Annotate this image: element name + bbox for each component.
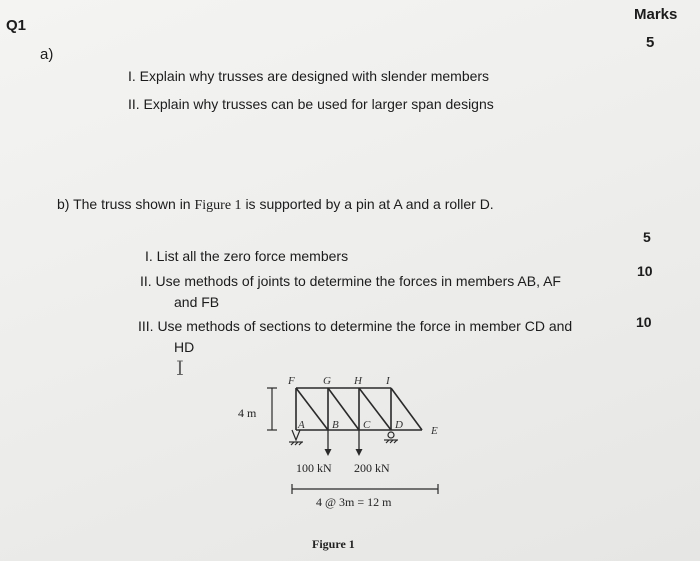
node-i: I [386,375,390,387]
node-g: G [323,375,331,387]
part-b-figure-ref: Figure 1 [194,198,242,213]
part-b-label: b) [57,196,70,212]
load-label-2: 200 kN [354,461,390,475]
part-b-item-3-marks: 10 [636,314,652,330]
part-b-intro-text-1: The truss shown in [73,196,191,212]
load-label-1: 100 kN [296,461,332,475]
pin-support-a [289,430,303,445]
node-c: C [363,419,371,431]
part-a-item-2: II. Explain why trusses can be used for larger span designs [128,96,494,112]
part-b-item-1: I. List all the zero force members [145,248,349,264]
node-a: A [298,419,305,431]
node-b: B [332,419,339,431]
part-b-item-2-marks: 10 [637,263,653,279]
height-dimension [267,388,277,430]
figure-caption: Figure 1 [312,537,355,551]
part-a-item-1: I. Explain why trusses are designed with slender members [128,68,490,84]
part-a-marks: 5 [646,34,655,51]
span-dimension [292,484,438,494]
node-h: H [354,375,362,387]
part-b-item-3-line-1: III. Use methods of sections to determine the force in member CD and [138,318,573,334]
truss-figure [226,368,466,558]
text-cursor-icon: I [176,356,184,380]
part-b-item-3-line-2: HD [174,339,195,355]
part-b-intro [57,196,494,214]
node-f: F [288,375,295,387]
part-b-intro-text-2: is supported by a pin at A and a roller D. [245,196,494,212]
height-label: 4 m [238,406,257,420]
part-b-item-2-line-1: II. Use methods of joints to determine the forces in members AB, AF [140,273,561,289]
part-a-label: a) [40,46,54,63]
node-d: D [395,419,403,431]
roller-support-d [384,432,398,443]
node-e: E [431,425,438,437]
truss-members [296,388,422,430]
question-label: Q1 [6,17,27,34]
marks-header: Marks [634,6,678,23]
part-b-item-1-marks: 5 [643,229,651,245]
part-b-item-2-line-2: and FB [174,294,220,310]
load-arrows [325,430,363,456]
span-label: 4 @ 3m = 12 m [316,495,392,509]
